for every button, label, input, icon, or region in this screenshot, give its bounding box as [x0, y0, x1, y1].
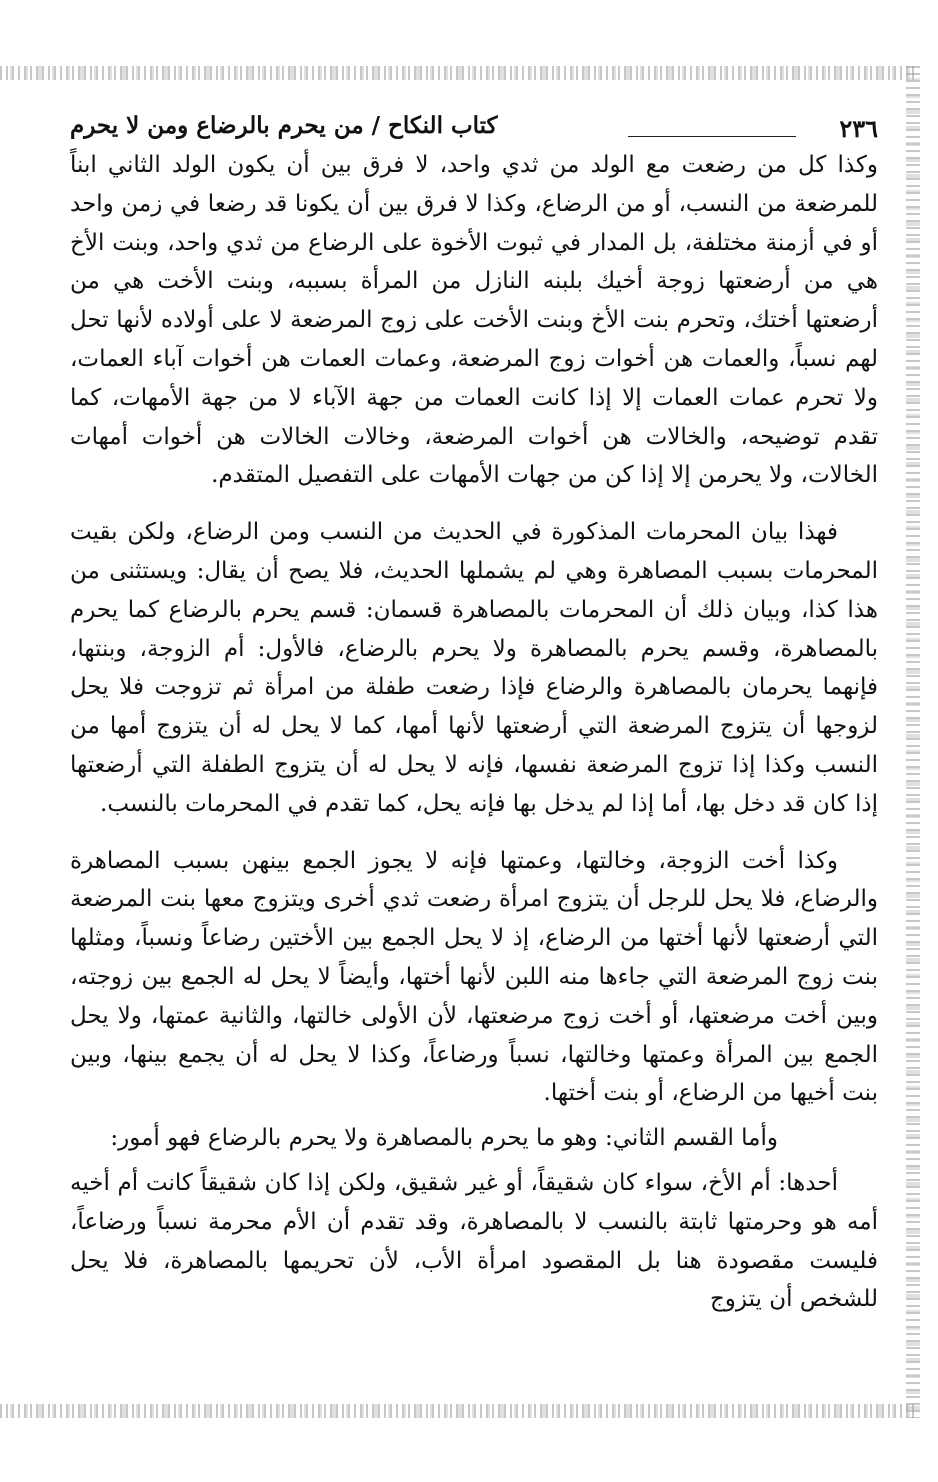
page-body [70, 146, 878, 1319]
page-header [70, 110, 878, 150]
paragraph-3: وكذا أخت الزوجة، وخالتها، وعمتها فإنه لا يجوز الجمع بينهن بسبب المصاهرة والرضاع، فلا يحل للرجل أن يتزوج امرأة رضعت ثدي أخرى ويتزوج معها بنت المرضعة التي أرضعتها لأنها أختها من الرضاع، إذ لا يحل الجمع بين الأختين رضاعاً ونسباً، ومثلها بنت زوج المرضعة التي جاءها منه اللبن لأنها أختها، وأيضاً لا يحل له الجمع بين زوجته، وبين أخت مرضعتها، أو أخت زوج مرضعتها، لأن الأولى خالتها، والثانية عمتها، ولا يحل الجمع بين المرأة وعمتها وخالتها، نسباً ورضاعاً، وكذا لا يحل له أن يجمع بينها، وبين بنت أخيها من الرضاع، أو بنت أختها. [70, 847, 878, 1107]
paragraph-1: وكذا كل من رضعت مع الولد من ثدي واحد، لا فرق بين أن يكون الولد الثاني ابناً للمرضعة من النسب، أو من الرضاع، وكذا لا فرق بين أن يكونا قد رضعا في زمن واحد أو في أزمنة مختلفة، بل المدار في ثبوت الأخوة على الرضاع من ثدي واحد، وبنت الأخ هي من أرضعتها زوجة أخيك بلبنه النازل من المرأة بسببه، وبنت الأخت هي من أرضعتها أختك، وتحرم بنت الأخ وبنت الأخت على زوج المرضعة لا على أولاده لأنها تحل لهم نسباً، والعمات هن أخوات زوج المرضعة، وعمات العمات هن أخوات آباء العمات، ولا تحرم عمات العمات إلا إذا كانت العمات من جهة الآباء لا من جهة الأمهات، كما تقدم توضيحه، والخالات هن أخوات المرضعة، وخالات الخالات هن أخوات أمهات الخالات، ولا يحرمن إلا إذا كن من جهات الأمهات على التفصيل المتقدم. [70, 152, 878, 489]
page-number: ٢٣٦ [839, 114, 878, 143]
header-rule [628, 136, 796, 137]
paragraph-2: فهذا بيان المحرمات المذكورة في الحديث من النسب ومن الرضاع، ولكن بقيت المحرمات بسبب المصاهرة وهي لم يشملها الحديث، فلا يصح أن يقال: ويستثنى من هذا كذا، وبيان ذلك أن المحرمات بالمصاهرة قسمان: قسم يحرم بالرضاع كما يحرم بالمصاهرة، وقسم يحرم بالمصاهرة ولا يحرم بالرضاع، فالأول: أم الزوجة، وبنتها، فإنهما يحرمان بالمصاهرة والرضاع فإذا رضعت طفلة من امرأة ثم تزوجت فلا يحل لزوجها أن يتزوج المرضعة التي أرضعتها لأنها أمها، كما لا يحل له أن يتزوج أمها من النسب وكذا إذا تزوج المرضعة نفسها، فإنه لا يحل له أن يتزوج الطفلة التي أرضعتها إذا كان قد دخل بها، أما إذا لم يدخل بها فإنه يحل، كما تقدم في المحرمات بالنسب. [70, 519, 878, 817]
bottom-ornamental-border [0, 1404, 918, 1418]
right-ornamental-border [906, 66, 920, 1418]
paragraph-4: وأما القسم الثاني: وهو ما يحرم بالمصاهرة ولا يحرم بالرضاع فهو أمور: [110, 1125, 778, 1152]
running-title: كتاب النكاح / من يحرم بالرضاع ومن لا يحرم [70, 112, 498, 139]
top-ornamental-border [0, 66, 918, 80]
paragraph-5: أحدها: أم الأخ، سواء كان شقيقاً، أو غير شقيق، ولكن إذا كان شقيقاً كانت أم أخيه أمه هو وحرمتها ثابتة بالنسب لا بالمصاهرة، وقد تقدم أن الأم محرمة نسباً ورضاعاً، فليست مقصودة هنا بل المقصود امرأة الأب، لأن تحريمها بالمصاهرة، فلا يحل للشخص أن يتزوج [70, 1169, 878, 1313]
